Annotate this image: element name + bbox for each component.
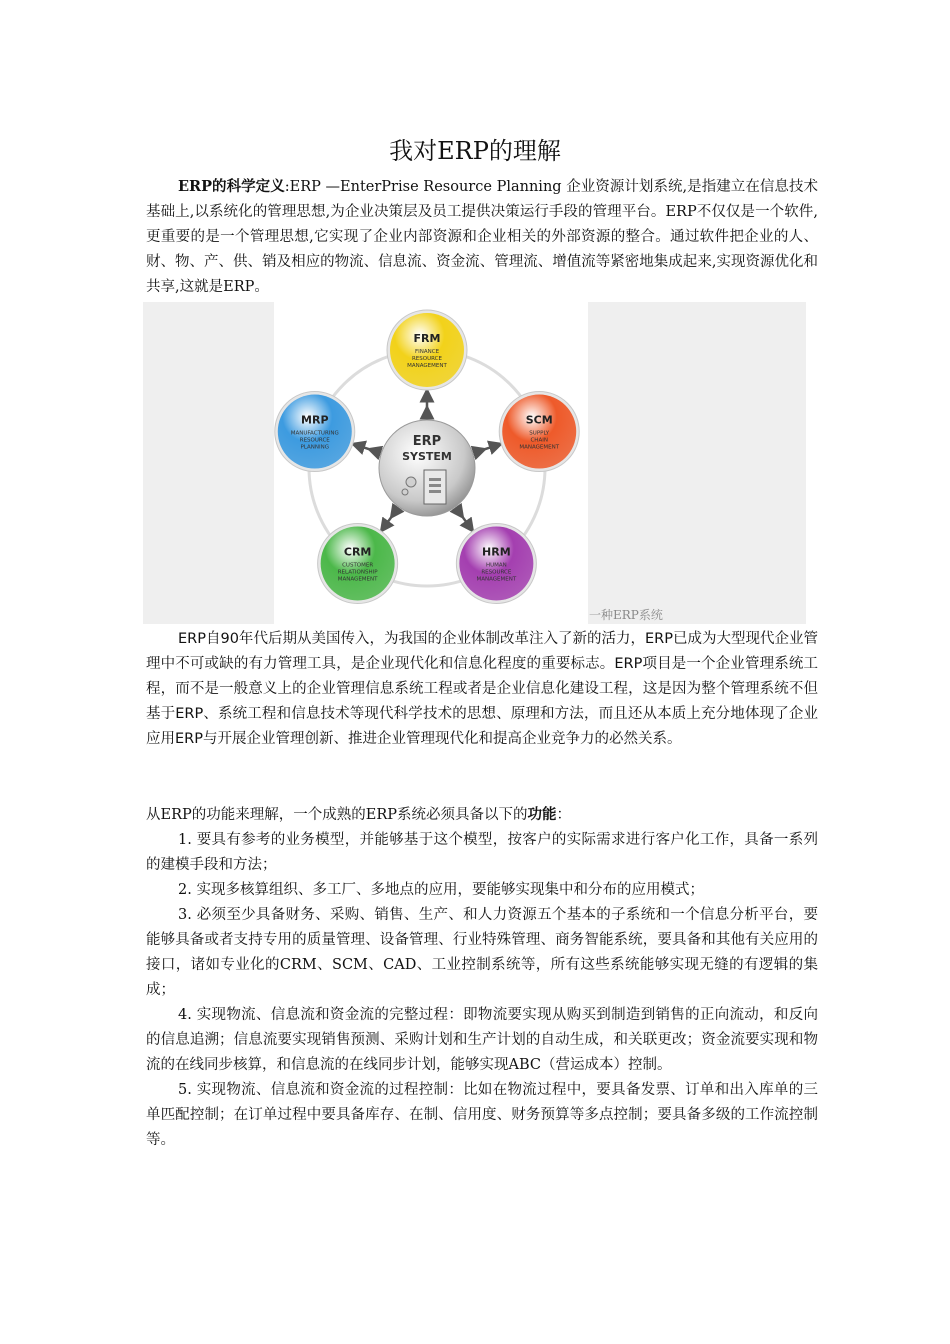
module-node-frm [387, 310, 467, 390]
erp-diagram [143, 302, 806, 624]
node-subtitle: CHAIN [530, 437, 548, 444]
function-item-3: 3. 必须至少具备财务、采购、销售、生产、和人力资源五个基本的子系统和一个信息分析平台，要能够具备或者支持专用的质量管理、设备管理、行业特殊管理、商务智能系统，要具备和其他有关应用的接口，诸如专业化的CRM、SCM、CAD、工业控制系统等，所有这些系统能够实现无缝的有逻辑的集成； [146, 907, 818, 998]
connector-arrow [480, 445, 496, 450]
node-subtitle: MANAGEMENT [519, 444, 560, 451]
node-subtitle: SUPPLY [529, 430, 550, 437]
function-item-1: 1. 要具有参考的业务模型，并能够基于这个模型，按客户的实际需求进行客户化工作，具备一系列的建模手段和方法； [146, 832, 818, 873]
node-subtitle: RESOURCE [299, 437, 330, 444]
function-item-5: 5. 实现物流、信息流和资金流的过程控制：比如在物流过程中，要具备发票、订单和出入库单的三单匹配控制；在订单过程中要具备库存、在制、信用度、财务预算等多点控制；要具备多级的工作流控制等。 [146, 1082, 818, 1148]
node-subtitle: HUMAN [485, 562, 507, 569]
intro-text: :ERP —EnterPrise Resource Planning 企业资源计划系统,是指建立在信息技术基础上,以系统化的管理思想,为企业决策层及员工提供决策运行手段的管理平台。ERP不仅仅是一个软件,更重要的是一个管理思想,它实现了企业内部资源和企业相关的外部资源的整合。通过软件把企业的人、财、物、产、供、销及相应的物流、信息流、资金流、管理流、增值流等紧密地集成起来,实现资源优化和共享,这就是ERP。 [146, 179, 818, 295]
intro-term: ERP的科学定义 [178, 178, 285, 195]
node-subtitle: MANAGEMENT [476, 576, 517, 583]
node-abbr: CRM [343, 545, 372, 559]
functions-lead-text: 从ERP的功能来理解，一个成熟的ERP系统必须具备以下的 [146, 807, 528, 823]
node-subtitle: CUSTOMER [342, 562, 374, 569]
figure-caption: 一种ERP系统 [589, 608, 663, 622]
node-subtitle: FINANCE [414, 349, 440, 355]
center-label-2: SYSTEM [402, 450, 452, 463]
connector-arrow [460, 513, 470, 527]
connector-arrow [384, 513, 394, 527]
connector-arrow [358, 445, 374, 450]
functions-section [146, 802, 818, 1153]
node-subtitle: MANAGEMENT [407, 363, 447, 369]
functions-lead [146, 802, 818, 828]
function-item-2: 2. 实现多核算组织、多工厂、多地点的应用，要能够实现集中和分布的应用模式； [178, 882, 704, 898]
node-subtitle: RELATIONSHIP [337, 569, 378, 576]
module-node-crm [318, 523, 398, 603]
node-abbr: MRP [301, 413, 329, 427]
node-abbr: FRM [413, 332, 441, 345]
history-paragraph [146, 627, 818, 752]
node-abbr: HRM [482, 545, 511, 559]
intro-paragraph [146, 174, 818, 300]
functions-lead-end: ： [556, 807, 572, 823]
page-title: 我对ERP的理解 [389, 137, 561, 165]
function-item-4: 4. 实现物流、信息流和资金流的完整过程：即物流要实现从购买到制造到销售的正向流动，和反向的信息追溯；信息流要实现销售预测、采购计划和生产计划的自动生成，和关联更改；资金流要实现和物流的在线同步核算，和信息流的在线同步计划，能够实现ABC（营运成本）控制。 [146, 1007, 818, 1073]
node-subtitle: RESOURCE [481, 569, 512, 576]
node-subtitle: MANAGEMENT [337, 576, 378, 583]
module-node-mrp [275, 392, 355, 472]
node-subtitle: MANUFACTURING [290, 430, 339, 437]
node-subtitle: PLANNING [300, 444, 330, 451]
center-node [379, 420, 475, 516]
functions-lead-bold: 功能 [527, 806, 557, 823]
module-node-scm [499, 392, 579, 472]
node-abbr: SCM [525, 413, 553, 427]
erp-figure [143, 302, 806, 624]
center-label-1: ERP [412, 434, 442, 449]
node-subtitle: RESOURCE [411, 356, 443, 362]
history-text: ERP自90年代后期从美国传入，为我国的企业体制改革注入了新的活力，ERP已成为大型现代企业管理中不可或缺的有力管理工具，是企业现代化和信息化程度的重要标志。ERP项目是一个企业管理系统工程，而不是一般意义上的企业管理信息系统工程或者是企业信息化建设工程，这是因为整个管理系统不但基于ERP、系统工程和信息技术等现代科学技术的思想、原理和方法，而且还从本质上充分地体现了企业应用ERP与开展企业管理创新、推进企业管理现代化和提高企业竞争力的必然关系。 [146, 631, 818, 747]
module-node-hrm [456, 523, 536, 603]
